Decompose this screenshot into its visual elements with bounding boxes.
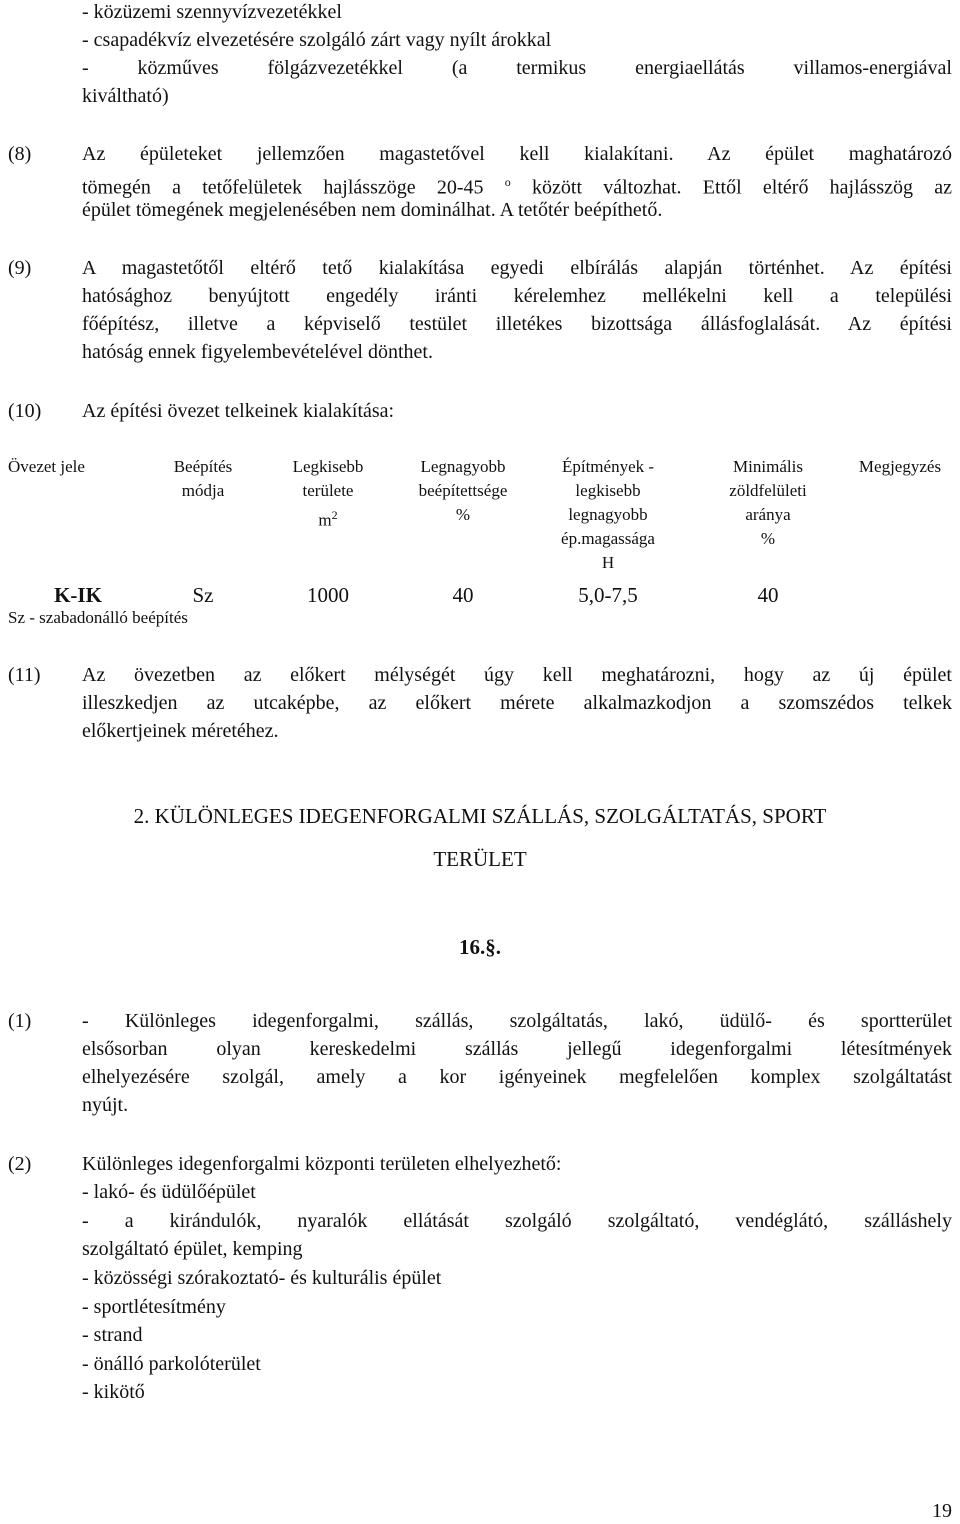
list-item: - közösségi szórakoztató- és kulturális épület	[82, 1267, 442, 1289]
paragraph-line: Különleges idegenforgalmi központi területen elhelyezhető:	[82, 1153, 562, 1175]
intro-list-item: - közüzemi szennyvízvezetékkel	[82, 1, 342, 23]
table-header-row	[8, 455, 952, 579]
paragraph-line: tömegén a tetőfelületek hajlásszöge 20-45 $^o$ között változhat. Ettől eltérő hajlásszög az	[82, 175, 952, 199]
column-header-zone: Övezet jele	[8, 457, 85, 476]
column-header-green-area: Minimális zöldfelületi aránya %	[729, 457, 807, 548]
paragraph-number: (8)	[8, 143, 32, 165]
paragraph-line: hatóság ennek figyelembevételével dönthet.	[82, 341, 433, 363]
paragraph-line: Az építési övezet telkeinek kialakítása:	[82, 400, 395, 422]
intro-list-item: - közműves fölgázvezetékkel (a termikus energiaellátás villamos-energiával	[82, 57, 952, 79]
paragraph-number: (2)	[8, 1153, 32, 1175]
list-item: - strand	[82, 1324, 143, 1346]
paragraph-number: (11)	[8, 664, 41, 686]
section-title: TERÜLET	[433, 847, 527, 871]
table-cell: 1000	[307, 583, 349, 607]
paragraph-line: elhelyezésére szolgál, amely a kor igényeinek megfelelően komplex szolgáltatást	[82, 1066, 952, 1088]
paragraph-line: előkertjeinek méretéhez.	[82, 720, 279, 742]
intro-list-item: kiváltható)	[82, 85, 169, 107]
paragraph-line: főépítész, illetve a képviselő testület illetékes bizottsága állásfoglalását. Az építési	[82, 313, 952, 335]
paragraph-line: illeszkedjen az utcaképbe, az előkert mérete alkalmazkodjon a szomszédos telkek	[82, 692, 952, 714]
section-title: 2. KÜLÖNLEGES IDEGENFORGALMI SZÁLLÁS, SZOLGÁLTATÁS, SPORT	[133, 804, 827, 828]
paragraph-number: (1)	[8, 1010, 32, 1032]
list-item: - a kirándulók, nyaralók ellátását szolgáló szolgáltató, vendéglátó, szálláshely	[82, 1210, 952, 1232]
paragraph-number: (9)	[8, 257, 32, 279]
table-cell: Sz	[192, 583, 214, 607]
list-item: - kikötő	[82, 1381, 145, 1403]
paragraph-line: elsősorban olyan kereskedelmi szállás jellegű idegenforgalmi létesítmények	[82, 1038, 952, 1060]
table-cell	[848, 579, 952, 611]
table-cell: 5,0-7,5	[578, 583, 638, 607]
column-header-building-mode: Beépítés módja	[173, 457, 233, 500]
intro-list-item: - csapadékvíz elvezetésére szolgáló zárt vagy nyílt árokkal	[82, 29, 552, 51]
table-row	[8, 579, 952, 611]
paragraph-number: (10)	[8, 400, 42, 422]
paragraph-line: épület tömegének megjelenésében nem dominálhat. A tetőtér beépíthető.	[82, 199, 663, 221]
table-cell: 40	[757, 583, 779, 607]
list-item: - önálló parkolóterület	[82, 1353, 261, 1375]
paragraph-line: nyújt.	[82, 1094, 129, 1116]
zone-table	[8, 455, 952, 611]
table-footnote: Sz - szabadonálló beépítés	[8, 608, 188, 627]
table-cell: 40	[452, 583, 474, 607]
column-header-min-area: Legkisebb területe $m^2$	[292, 457, 364, 530]
paragraph-line: - Különleges idegenforgalmi, szállás, szolgáltatás, lakó, üdülő- és sportterület	[82, 1010, 952, 1032]
list-item: - sportlétesítmény	[82, 1296, 226, 1318]
paragraph-line: Az épületeket jellemzően magastetővel kell kialakítani. Az épület maghatározó	[82, 143, 952, 165]
column-header-max-coverage: Legnagyobb beépítettsége %	[418, 457, 508, 524]
paragraph-line: A magastetőtől eltérő tető kialakítása egyedi elbírálás alapján történhet. Az építési	[82, 257, 952, 279]
paragraph-line: Az övezetben az előkert mélységét úgy kell meghatározni, hogy az új épület	[82, 664, 952, 686]
column-header-height: Építmények - legkisebb legnagyobb ép.magassága H	[561, 457, 655, 572]
page-number: 19	[932, 1500, 952, 1522]
section-paragraph-mark: 16.§.	[459, 935, 501, 959]
column-header-notes: Megjegyzés	[858, 457, 942, 476]
table-cell: K-IK	[54, 583, 102, 607]
list-item: szolgáltató épület, kemping	[82, 1238, 303, 1260]
list-item: - lakó- és üdülőépület	[82, 1181, 256, 1203]
paragraph-line: hatósághoz benyújtott engedély iránti kérelemhez mellékelni kell a települési	[82, 285, 952, 307]
